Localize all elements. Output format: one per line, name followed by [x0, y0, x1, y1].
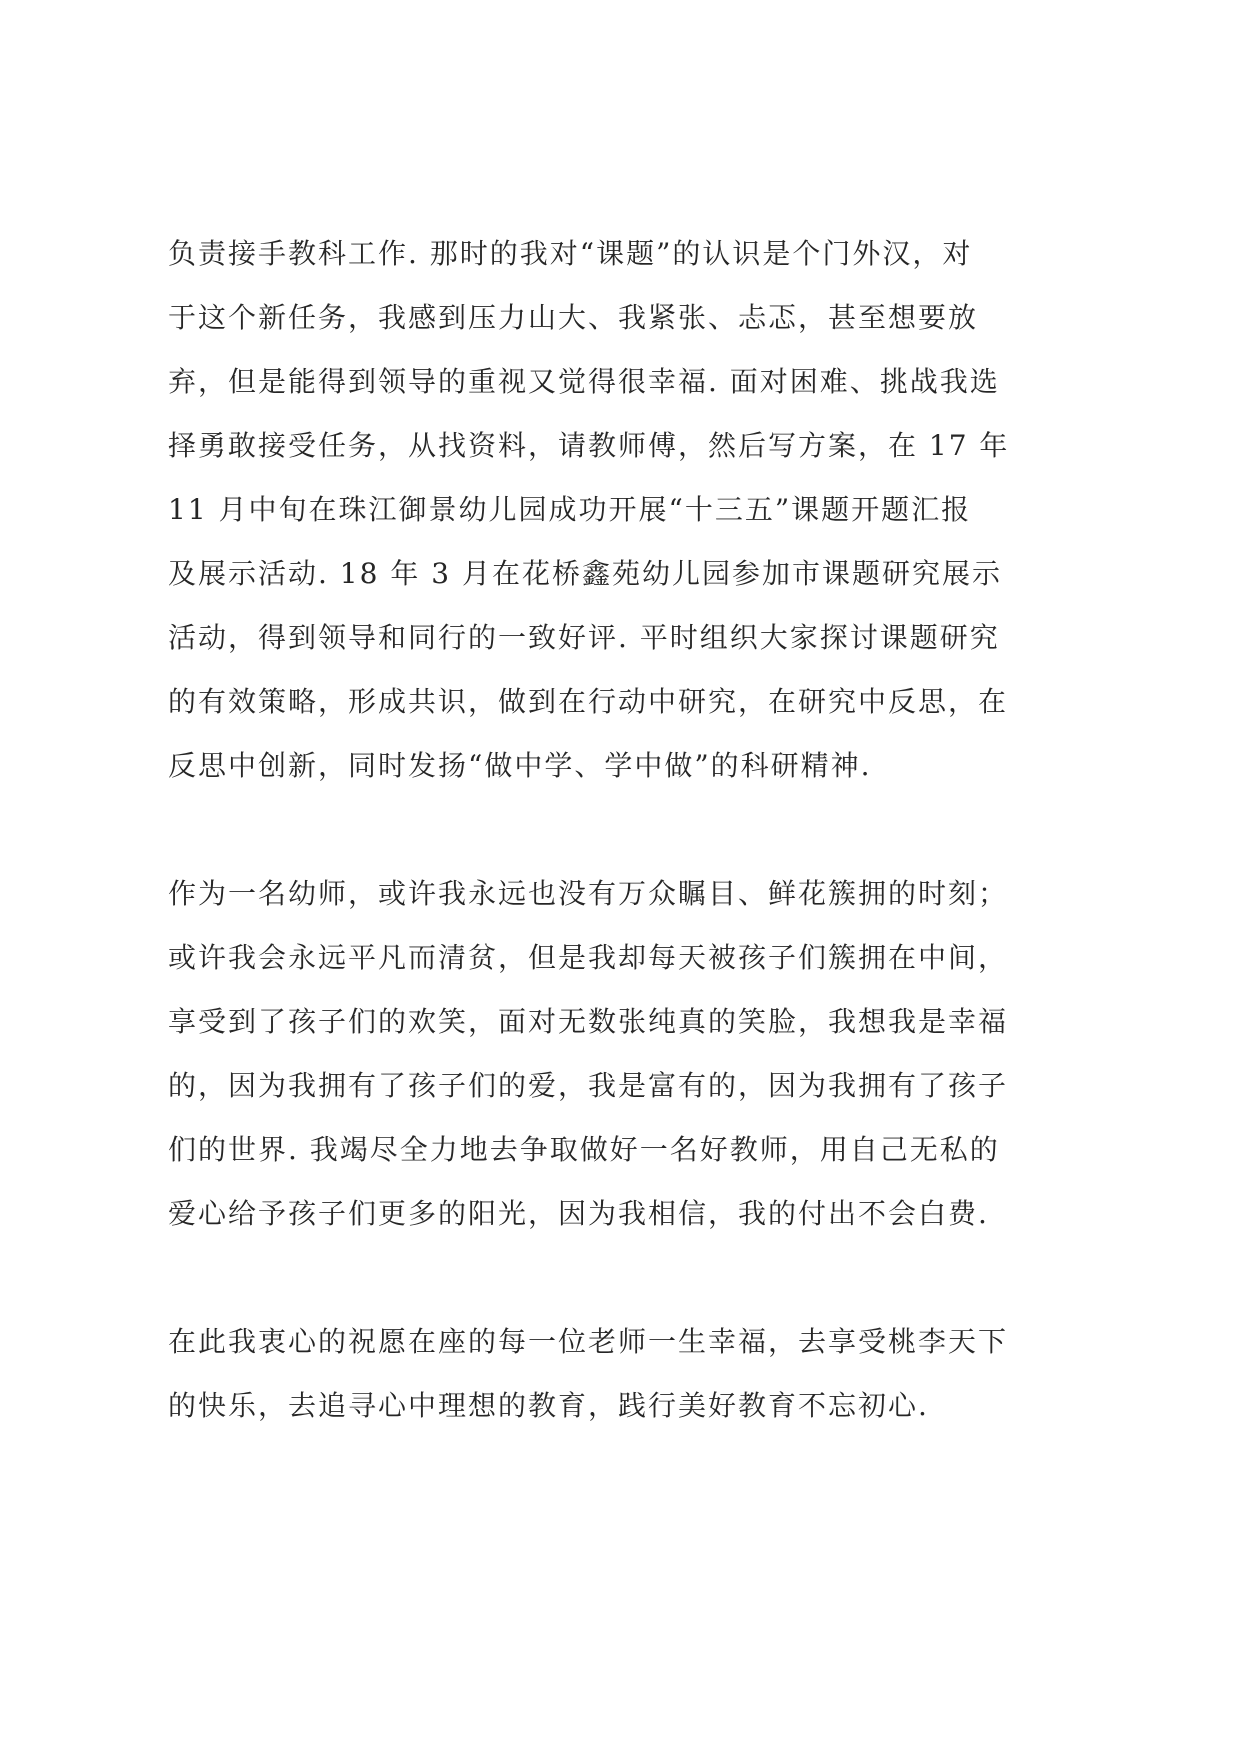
text-line: 的有效策略，形成共识，做到在行动中研究，在研究中反思，在 — [168, 685, 1009, 718]
text-line: 或许我会永远平凡而清贫，但是我却每天被孩子们簇拥在中间， — [168, 941, 1009, 974]
text-line: 负责接手教科工作. 那时的我对“课题”的认识是个门外汉，对 — [168, 237, 973, 270]
text-line: 择勇敢接受任务，从找资料，请教师傅，然后写方案，在 17 年 — [168, 429, 1010, 462]
paragraph-teacher-reflection — [168, 862, 1090, 1246]
text-line: 享受到了孩子们的欢笑，面对无数张纯真的笑脸，我想我是幸福 — [168, 1005, 1009, 1038]
text-line: 于这个新任务，我感到压力山大、我紧张、忐忑，甚至想要放 — [168, 301, 979, 334]
text-line: 弃，但是能得到领导的重视又觉得很幸福. 面对困难、挑战我选 — [168, 365, 1000, 398]
text-line: 反思中创新，同时发扬“做中学、学中做”的科研精神. — [168, 749, 872, 782]
text-line: 11 月中旬在珠江御景幼儿园成功开展“十三五”课题开题汇报 — [168, 493, 972, 526]
text-line: 在此我衷心的祝愿在座的每一位老师一生幸福，去享受桃李天下 — [168, 1325, 1009, 1358]
paragraph-research-work — [168, 222, 1090, 798]
text-line: 的快乐，去追寻心中理想的教育，践行美好教育不忘初心. — [168, 1389, 929, 1422]
text-line: 活动，得到领导和同行的一致好评. 平时组织大家探讨课题研究 — [168, 621, 1000, 654]
text-line: 们的世界. 我竭尽全力地去争取做好一名好教师，用自己无私的 — [168, 1133, 1000, 1166]
text-line: 的，因为我拥有了孩子们的爱，我是富有的，因为我拥有了孩子 — [168, 1069, 1009, 1102]
text-line: 爱心给予孩子们更多的阳光，因为我相信，我的付出不会白费. — [168, 1197, 989, 1230]
paragraph-closing-wish — [168, 1310, 1090, 1438]
document-body — [168, 222, 1090, 1438]
text-line: 及展示活动. 18 年 3 月在花桥鑫苑幼儿园参加市课题研究展示 — [168, 557, 1002, 590]
text-line: 作为一名幼师，或许我永远也没有万众瞩目、鲜花簇拥的时刻； — [168, 877, 1009, 910]
